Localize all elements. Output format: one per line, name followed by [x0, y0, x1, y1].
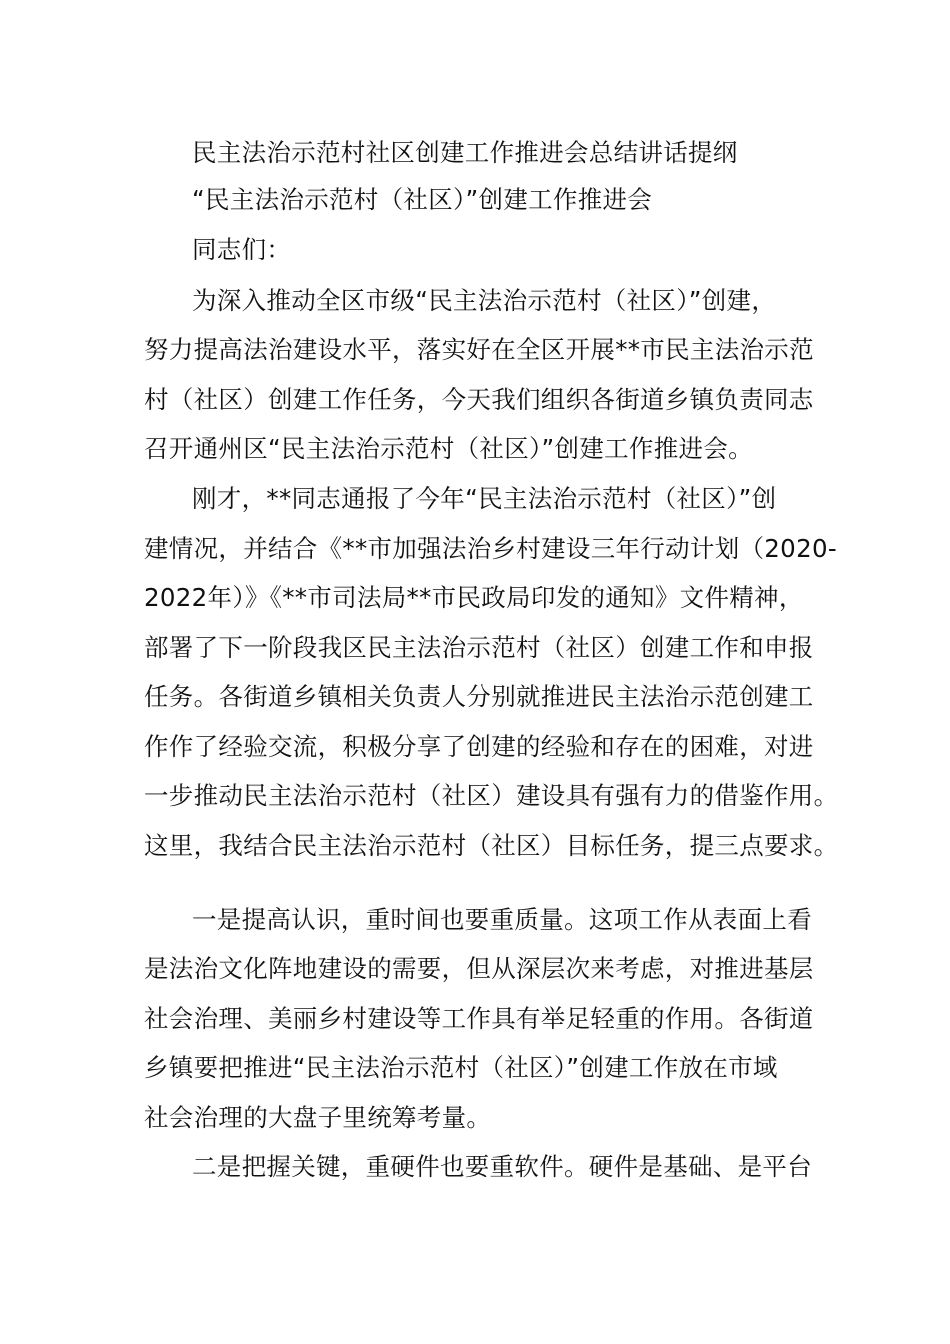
- paragraph-line: 召开通州区“民主法治示范村（社区）”创建工作推进会。: [144, 434, 753, 463]
- paragraph-line: 部署了下一阶段我区民主法治示范村（社区）创建工作和申报: [144, 633, 814, 662]
- greeting: 同志们：: [192, 235, 292, 264]
- paragraph-line: 刚才，**同志通报了今年“民主法治示范村（社区）”创: [192, 484, 777, 513]
- document-subtitle: “民主法治示范村（社区）”创建工作推进会: [192, 185, 653, 214]
- paragraph-line: 一步推动民主法治示范村（社区）建设具有强有力的借鉴作用。: [144, 781, 839, 810]
- paragraph-line: 乡镇要把推进“民主法治示范村（社区）”创建工作放在市域: [144, 1053, 778, 1082]
- paragraph-line: 努力提高法治建设水平，落实好在全区开展**市民主法治示范: [144, 335, 814, 364]
- paragraph-line: 社会治理的大盘子里统筹考量。: [144, 1103, 492, 1132]
- paragraph-line: 为深入推动全区市级“民主法治示范村（社区）”创建，: [192, 286, 777, 315]
- document-title: 民主法治示范村社区创建工作推进会总结讲话提纲: [192, 138, 738, 167]
- paragraph-line: 一是提高认识，重时间也要重质量。这项工作从表面上看: [192, 905, 812, 934]
- paragraph-line: 作作了经验交流，积极分享了创建的经验和存在的困难，对进: [144, 732, 814, 761]
- paragraph-line: 这里，我结合民主法治示范村（社区）目标任务，提三点要求。: [144, 831, 839, 860]
- paragraph-line: 建情况，并结合《**市加强法治乡村建设三年行动计划（2020-: [144, 534, 837, 563]
- paragraph-line: 是法治文化阵地建设的需要，但从深层次来考虑，对推进基层: [144, 954, 814, 983]
- paragraph-line: 二是把握关键，重硬件也要重软件。硬件是基础、是平台: [192, 1152, 812, 1181]
- paragraph-line: 任务。各街道乡镇相关负责人分别就推进民主法治示范创建工: [144, 682, 814, 711]
- paragraph-line: 2022年）》《**市司法局**市民政局印发的通知》文件精神，: [144, 583, 804, 612]
- paragraph-line: 社会治理、美丽乡村建设等工作具有举足轻重的作用。各街道: [144, 1004, 814, 1033]
- paragraph-line: 村（社区）创建工作任务，今天我们组织各街道乡镇负责同志: [144, 385, 814, 414]
